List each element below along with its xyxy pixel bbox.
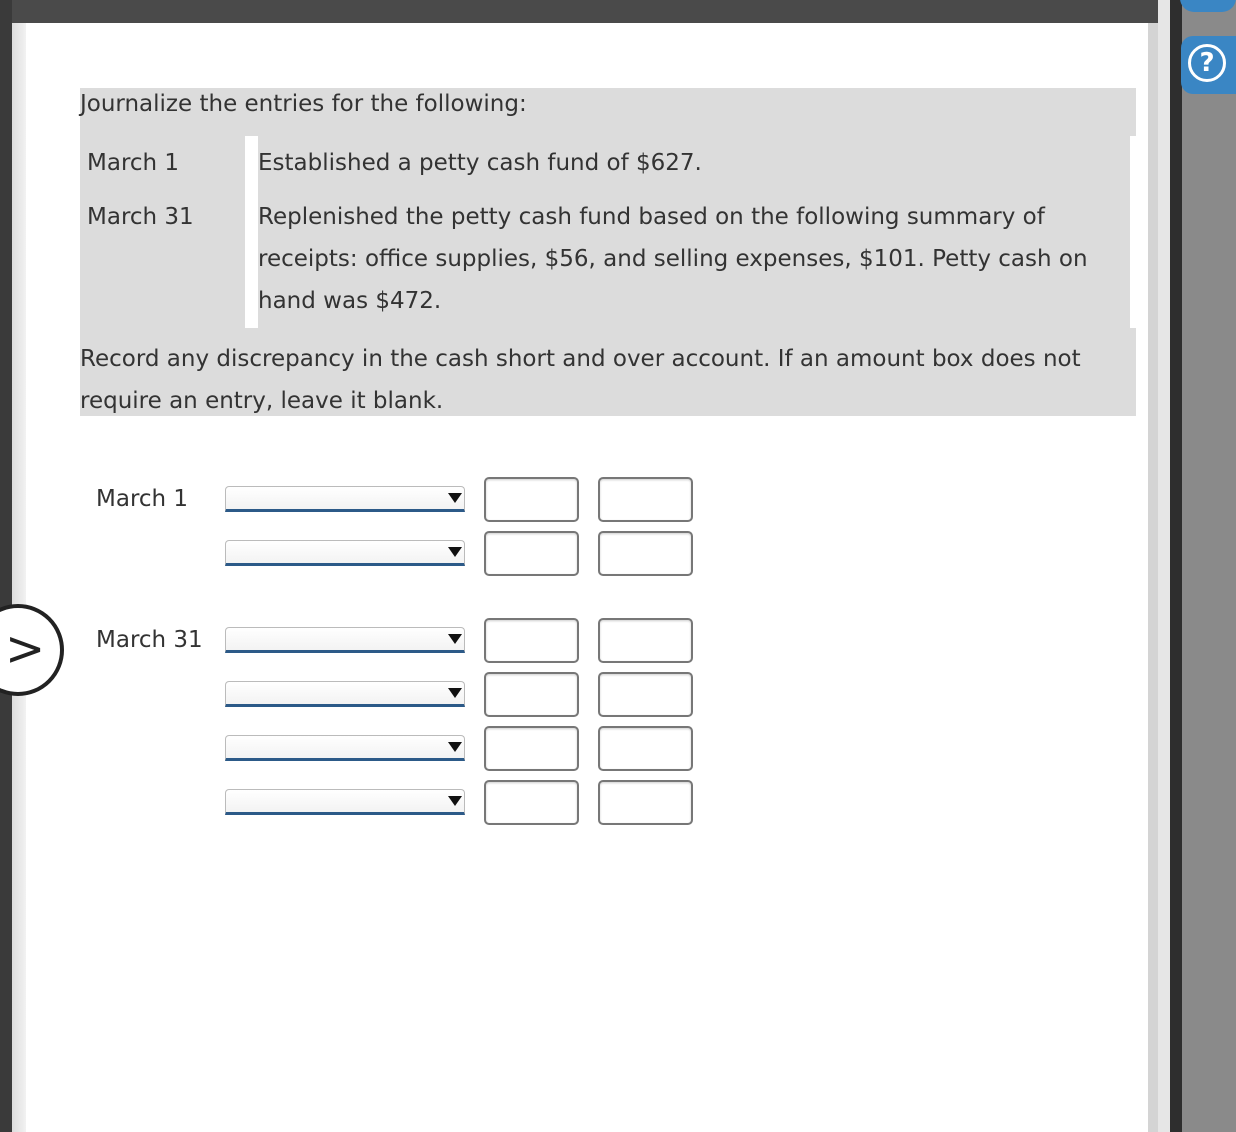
tool-button-top[interactable] — [1180, 0, 1236, 12]
right-gutter — [1148, 23, 1158, 1132]
credit-amount-input[interactable] — [598, 726, 693, 771]
account-select[interactable] — [225, 540, 465, 566]
account-select[interactable] — [225, 789, 465, 815]
left-gutter — [12, 23, 26, 1132]
column-divider — [245, 136, 258, 328]
credit-amount-input[interactable] — [598, 780, 693, 825]
chevron-down-icon — [448, 742, 462, 752]
chevron-down-icon — [448, 796, 462, 806]
transaction-description: Replenished the petty cash fund based on the following summary of receipts: office supplies, $56, and selling expenses, $101. Petty cash on hand was $472. — [258, 204, 1088, 314]
debit-amount-input[interactable] — [484, 531, 579, 576]
credit-amount-input[interactable] — [598, 672, 693, 717]
transaction-date: March 31 — [87, 204, 194, 230]
instructions-note: Record any discrepancy in the cash short and over account. If an amount box does not require an entry, leave it blank. — [80, 346, 1081, 414]
debit-amount-input[interactable] — [484, 780, 579, 825]
top-bar — [0, 0, 1158, 23]
account-select[interactable] — [225, 681, 465, 707]
side-panel — [1182, 0, 1236, 1132]
chevron-down-icon — [448, 547, 462, 557]
debit-amount-input[interactable] — [484, 477, 579, 522]
right-frame-dark — [1170, 0, 1182, 1132]
credit-amount-input[interactable] — [598, 477, 693, 522]
chevron-down-icon — [448, 493, 462, 503]
debit-amount-input[interactable] — [484, 726, 579, 771]
question-icon: ? — [1188, 44, 1226, 82]
account-select[interactable] — [225, 627, 465, 653]
chevron-down-icon — [448, 634, 462, 644]
instructions-heading: Journalize the entries for the following: — [80, 91, 527, 117]
debit-amount-input[interactable] — [484, 672, 579, 717]
right-frame — [1158, 0, 1170, 1132]
chevron-down-icon — [448, 688, 462, 698]
chevron-right-icon: > — [5, 621, 46, 677]
transaction-date: March 1 — [87, 150, 180, 176]
credit-amount-input[interactable] — [598, 531, 693, 576]
help-button[interactable] — [1181, 36, 1236, 94]
entry-date-label: March 1 — [96, 486, 189, 512]
account-select[interactable] — [225, 735, 465, 761]
debit-amount-input[interactable] — [484, 618, 579, 663]
transaction-description: Established a petty cash fund of $627. — [258, 150, 702, 176]
left-frame — [0, 0, 12, 1132]
account-select[interactable] — [225, 486, 465, 512]
entry-date-label: March 31 — [96, 627, 203, 653]
next-button[interactable] — [0, 604, 64, 696]
table-edge — [1130, 136, 1136, 328]
credit-amount-input[interactable] — [598, 618, 693, 663]
